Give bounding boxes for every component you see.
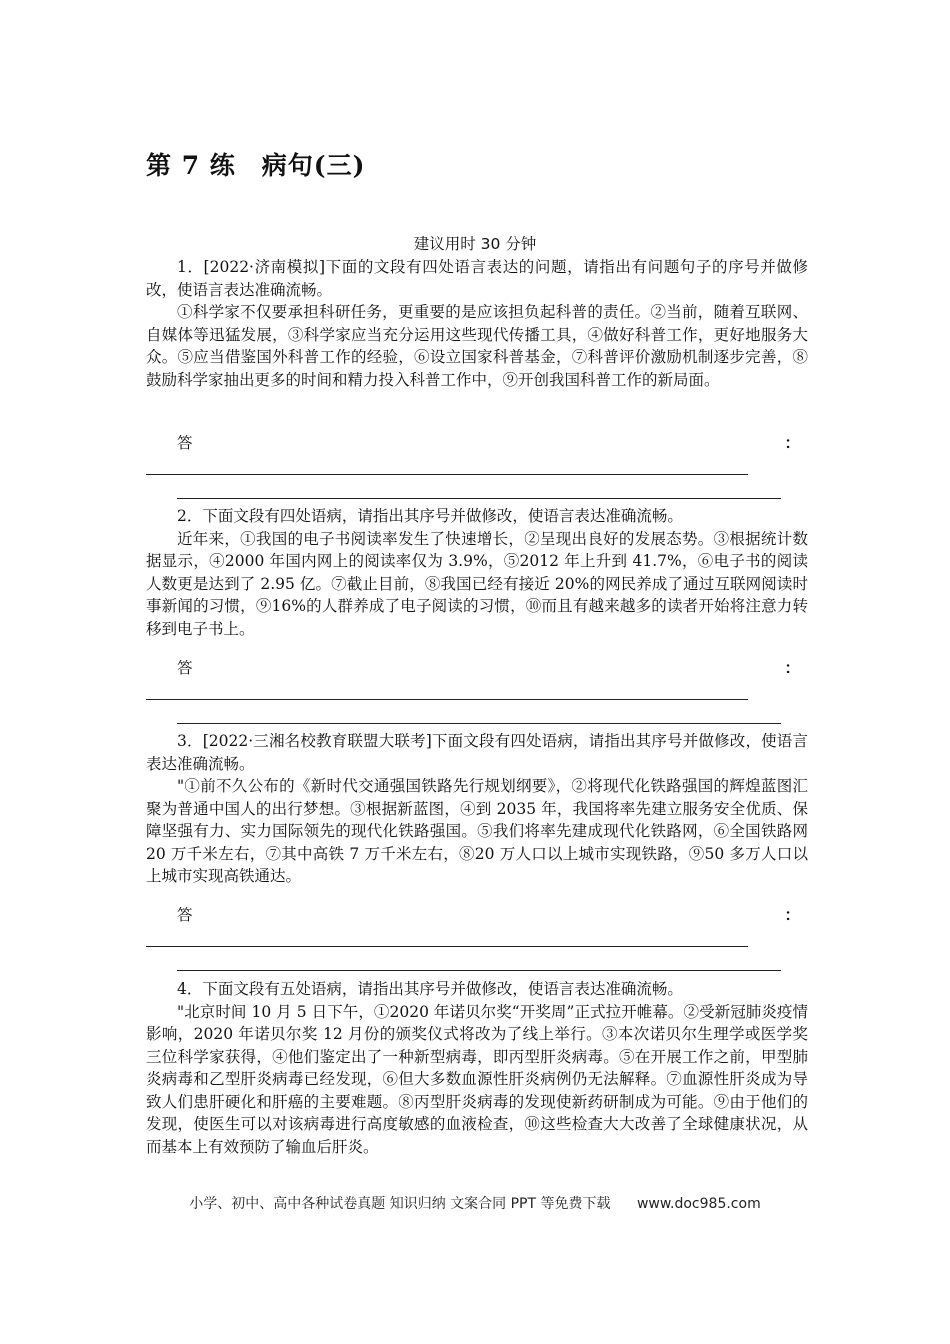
question-3 — [146, 730, 808, 888]
answer-colon: ： — [784, 905, 800, 924]
question-passage: 近年来，①我国的电子书阅读率发生了快速增长，②呈现出良好的发展态势。③根据统计数据显示，④2000 年国内网上的阅读率仅为 3.9%，⑤2012 年上升到 41.7%，⑥电子书的阅读人数更是达到了 2.95 亿。⑦截止目前，⑧我国已经有接近 20%的网民养成了通过互联网阅读时事新闻的习惯，⑨16%的人群养成了电子阅读的习惯，⑩而且有越来越多的读者开始将注意力转移到电子书上。 — [146, 529, 808, 638]
question-passage: "①前不久公布的《新时代交通强国铁路先行规划纲要》，②将现代化铁路强国的辉煌蓝图汇聚为普通中国人的出行梦想。③根据新蓝图，④到 2035 年，我国将率先建立服务安全优质、保障坚强有力、实力国际领先的现代化铁路强国。⑤我们将率先建成现代化铁路网，⑥全国铁路网 20 万千米左右，⑦其中高铁 7 万千米左右，⑧20 万人口以上城市实现铁路，⑨50 多万人口以上城市实现高铁通达。 — [146, 777, 808, 885]
question-4 — [146, 978, 808, 1158]
answer-line[interactable] — [146, 699, 748, 700]
answer-label: 答 — [177, 434, 193, 452]
answer-colon: ： — [784, 433, 800, 452]
answer-line[interactable] — [177, 970, 781, 971]
answer-area-1 — [146, 431, 808, 455]
answer-line[interactable] — [146, 946, 748, 947]
question-2 — [146, 505, 808, 640]
page-title: 第 7 练 病句(三) — [146, 151, 366, 180]
suggested-time: 建议用时 30 分钟 — [413, 235, 537, 253]
answer-area-3 — [146, 903, 808, 927]
answer-colon: ： — [784, 658, 800, 677]
answer-area-2 — [146, 656, 808, 680]
answer-label: 答 — [177, 906, 193, 924]
footer-text: 小学、初中、高中各种试卷真题 知识归纳 文案合同 PPT 等免费下载 — [189, 1196, 611, 1212]
answer-line[interactable] — [177, 498, 781, 499]
page-footer — [0, 1193, 950, 1213]
question-prompt: 2．下面文段有四处语病，请指出其序号并做修改，使语言表达准确流畅。 — [177, 507, 683, 525]
question-prompt: 3．[2022·三湘名校教育联盟大联考]下面文段有四处语病，请指出其序号并做修改，使语言表达准确流畅。 — [146, 732, 808, 773]
question-prompt: 4．下面文段有五处语病，请指出其序号并做修改，使语言表达准确流畅。 — [177, 980, 683, 998]
footer-site-link[interactable]: www.doc985.com — [636, 1196, 761, 1212]
question-prompt: 1．[2022·济南模拟]下面的文段有四处语言表达的问题，请指出有问题句子的序号并做修改，使语言表达准确流畅。 — [146, 258, 808, 299]
answer-label: 答 — [177, 659, 193, 677]
answer-line[interactable] — [146, 474, 748, 475]
question-1 — [146, 256, 808, 391]
question-passage: "北京时间 10 月 5 日下午，①2020 年诺贝尔奖“开奖周”正式拉开帷幕。②受新冠肺炎疫情影响，2020 年诺贝尔奖 12 月份的颁奖仪式将改为了线上举行。③本次诺贝尔生理学或医学奖三位科学家获得，④他们鉴定出了一种新型病毒，即丙型肝炎病毒。⑤在开展工作之前，甲型肺炎病毒和乙型肝炎病毒已经发现，⑥但大多数血源性肝炎病例仍无法解释。⑦血源性肝炎成为导致人们患肝硬化和肝癌的主要难题。⑧丙型肝炎病毒的发现使新药研制成为可能。⑨由于他们的发现，使医生可以对该病毒进行高度敏感的血液检查，⑩这些检查大大改善了全球健康状况，从而基本上有效预防了输血后肝炎。 — [146, 1002, 808, 1156]
answer-line[interactable] — [177, 723, 781, 724]
question-passage: ①科学家不仅要承担科研任务，更重要的是应该担负起科普的责任。②当前，随着互联网、自媒体等迅猛发展，③科学家应当充分运用这些现代传播工具，④做好科普工作，更好地服务大众。⑤应当借鉴国外科普工作的经验，⑥设立国家科普基金，⑦科普评价激励机制逐步完善，⑧鼓励科学家抽出更多的时间和精力投入科普工作中，⑨开创我国科普工作的新局面。 — [146, 303, 808, 389]
